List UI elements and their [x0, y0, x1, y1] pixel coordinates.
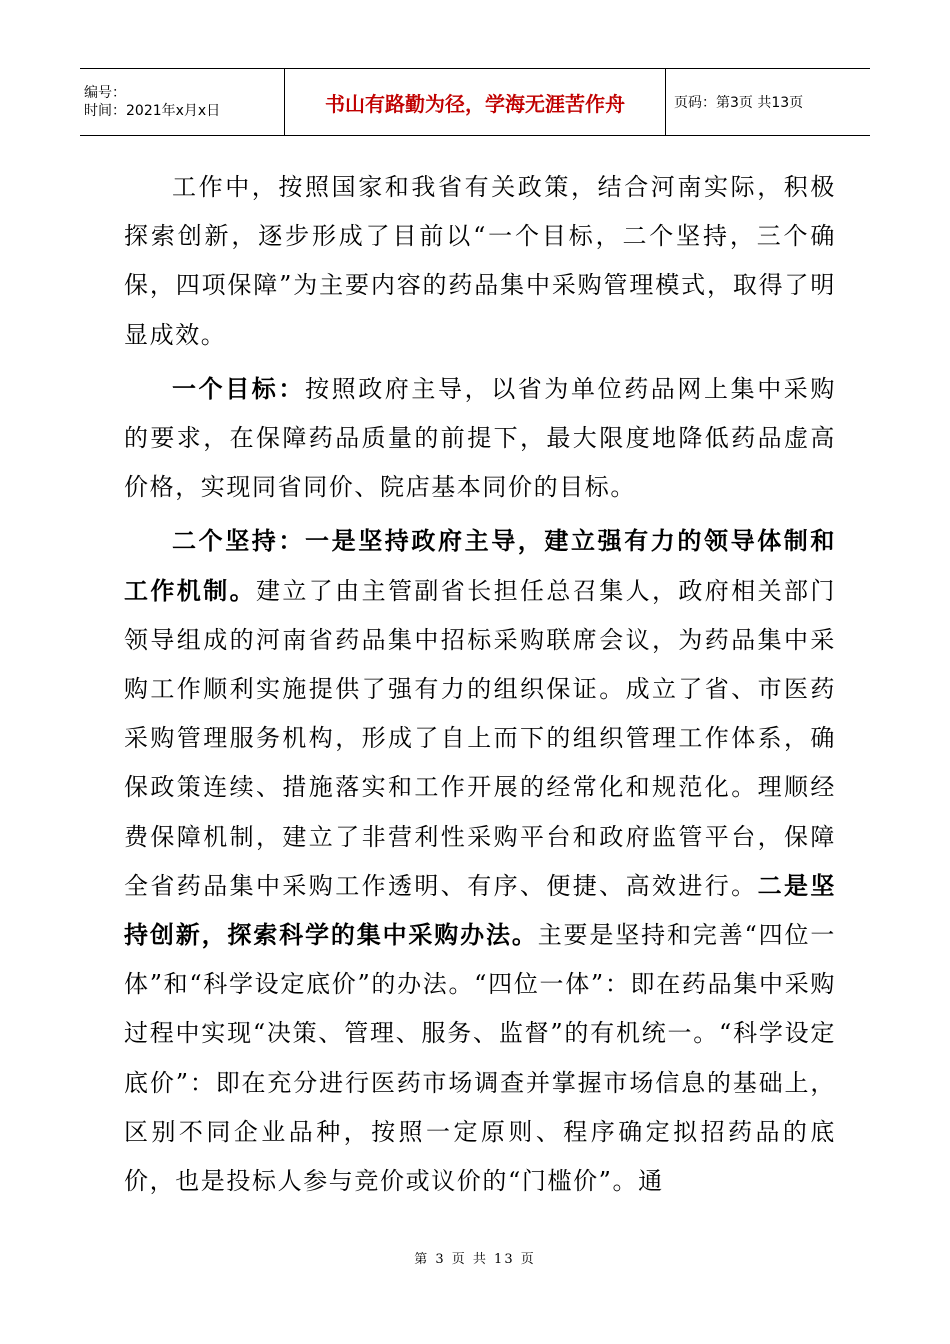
time-label: 时间：2021年x月x日 — [84, 103, 221, 119]
paragraph-one-goal-lead: 一个目标： — [172, 374, 305, 403]
paragraph-two-lead: 二个坚持：一是坚持政府主导，建立强有力的领导体制和工作机制。 — [124, 527, 836, 605]
paragraph-one-goal — [124, 365, 836, 513]
header-motto: 书山有路勤为径，学海无涯苦作舟 — [285, 69, 666, 136]
page-header — [80, 68, 870, 136]
paragraph-one-goal-text: 按照政府主导，以省为单位药品网上集中采购的要求，在保障药品质量的前提下，最大限度地降低药品虚高价格，实现同省同价、院店基本同价的目标。 — [124, 374, 836, 502]
document-body — [124, 163, 836, 1206]
paragraph-two-text-1: 建立了由主管副省长担任总召集人，政府相关部门领导组成的河南省药品集中招标采购联席会议，为药品集中采购工作顺利实施提供了强有力的组织保证。成立了省、市医药采购管理服务机构，形成了自上而下的组织管理工作体系，确保政策连续、措施落实和工作开展的经常化和规范化。理顺经费保障机制，建立了非营利性采购平台和政府监管平台，保障全省药品集中采购工作透明、有序、便捷、高效进行。 — [124, 576, 836, 900]
paragraph-two-text-2: 主要是坚持和完善“四位一体”和“科学设定底价”的办法。“四位一体”：即在药品集中采购过程中实现“决策、管理、服务、监督”的有机统一。“科学设定底价”：即在充分进行医药市场调查并掌握市场信息的基础上，区别不同企业品种，按照一定原则、程序确定拟招药品的底价，也是投标人参与竞价或议价的“门槛价”。通 — [124, 921, 836, 1196]
page-footer: 第 3 页 共 13 页 — [414, 1252, 536, 1267]
number-label: 编号： — [84, 85, 126, 101]
header-meta — [80, 69, 285, 136]
paragraph-intro: 工作中，按照国家和我省有关政策，结合河南实际，积极探索创新，逐步形成了目前以“一个目标，二个坚持，三个确保，四项保障”为主要内容的药品集中采购管理模式，取得了明显成效。 — [124, 173, 836, 349]
paragraph-two-lead-2: 二是坚持创新，探索科学的集中采购办法。 — [124, 871, 836, 950]
header-page-code: 页码：第3页 共13页 — [666, 69, 871, 136]
paragraph-two-adherences — [124, 517, 836, 1206]
